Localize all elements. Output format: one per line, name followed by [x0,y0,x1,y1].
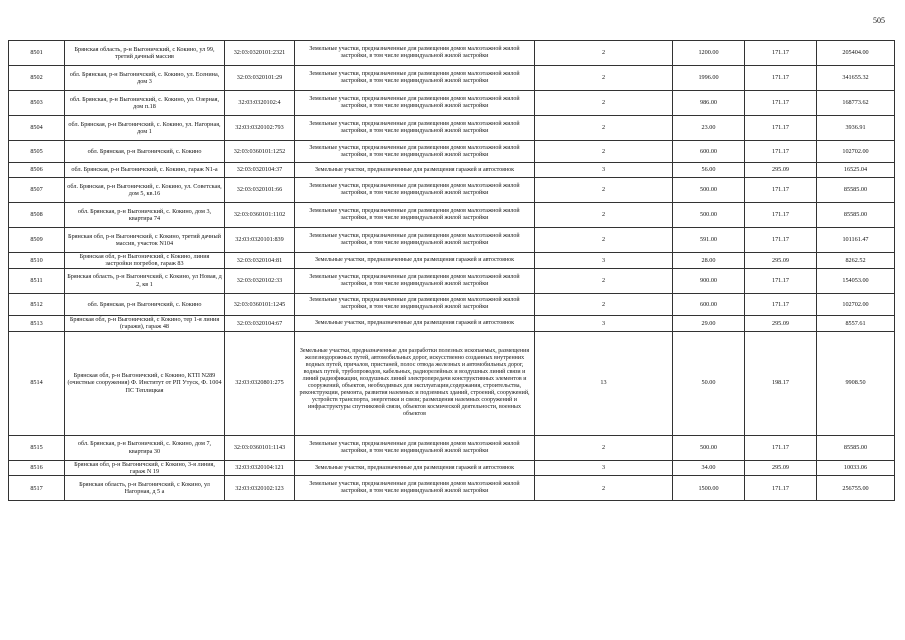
table-row [9,268,895,293]
table-row [9,253,895,269]
rate-cell: 171.17 [745,435,817,460]
cadastral-value-cell: 168773.62 [817,91,895,116]
land-use-cell: Земельные участки, предназначенные для размещения домов малоэтажной жилой застройки, в том числе индивидуальной жилой застройки [295,141,535,163]
cadastral-value-cell: 102702.00 [817,141,895,163]
rate-cell: 295.09 [745,253,817,269]
row-number: 8505 [9,141,65,163]
table-row [9,293,895,315]
land-use-cell: Земельные участки, предназначенные для размещения гаражей и автостоянок [295,163,535,178]
address-cell: обл. Брянская, р-н Выгоничский, с. Кокино, ул. Озерная, дом п.18 [65,91,225,116]
address-cell: обл. Брянская, р-н Выгоничский, с. Кокино [65,293,225,315]
land-use-cell: Земельные участки, предназначенные для размещения домов малоэтажной жилой застройки, в том числе индивидуальной жилой застройки [295,41,535,66]
table-row [9,91,895,116]
rate-cell: 171.17 [745,293,817,315]
table-row [9,476,895,501]
group-cell: 2 [535,476,673,501]
row-number: 8508 [9,203,65,228]
cadastral-number-cell: 32:03:0320102:793 [225,116,295,141]
cadastral-number-cell: 32:03:0360101:1102 [225,203,295,228]
cadastral-value-cell: 154053.00 [817,268,895,293]
rate-cell: 171.17 [745,178,817,203]
table-row [9,203,895,228]
cadastral-number-cell: 32:03:0320102:123 [225,476,295,501]
table-row [9,178,895,203]
cadastral-number-cell: 32:03:0320101:839 [225,228,295,253]
cadastral-number-cell: 32:03:0320101:66 [225,178,295,203]
address-cell: Брянская обл, р-н Выгоничский, с Кокино, 3-я линия, гараж N 19 [65,460,225,476]
land-use-cell: Земельные участки, предназначенные для размещения домов малоэтажной жилой застройки, в том числе индивидуальной жилой застройки [295,268,535,293]
group-cell: 13 [535,331,673,435]
area-cell: 600.00 [673,141,745,163]
area-cell: 986.00 [673,91,745,116]
address-cell: обл. Брянская, р-н Выгоничский, с. Кокино, ул. Есенина, дом 3 [65,66,225,91]
cadastral-number-cell: 32:03:0320101:29 [225,66,295,91]
row-number: 8503 [9,91,65,116]
row-number: 8516 [9,460,65,476]
land-use-cell: Земельные участки, предназначенные для размещения домов малоэтажной жилой застройки, в том числе индивидуальной жилой застройки [295,203,535,228]
group-cell: 3 [535,163,673,178]
cadastral-value-cell: 9908.50 [817,331,895,435]
group-cell: 2 [535,141,673,163]
land-use-cell: Земельные участки, предназначенные для размещения домов малоэтажной жилой застройки, в том числе индивидуальной жилой застройки [295,178,535,203]
rate-cell: 171.17 [745,203,817,228]
cadastral-value-cell: 10033.06 [817,460,895,476]
address-cell: Брянская область, р-н Выгоничский, с Кокино, ул Новая, д 2, кв 1 [65,268,225,293]
group-cell: 2 [535,203,673,228]
group-cell: 2 [535,293,673,315]
cadastral-number-cell: 32:03:0320102:33 [225,268,295,293]
table-row [9,41,895,66]
land-use-cell: Земельные участки, предназначенные для размещения домов малоэтажной жилой застройки, в том числе индивидуальной жилой застройки [295,476,535,501]
group-cell: 2 [535,116,673,141]
rate-cell: 295.09 [745,315,817,331]
rate-cell: 171.17 [745,116,817,141]
area-cell: 1200.00 [673,41,745,66]
area-cell: 1996.00 [673,66,745,91]
address-cell: обл. Брянская, р-н Выгоничский, с. Кокино, ул. Советская, дом 5, кв.16 [65,178,225,203]
cadastral-number-cell: 32:03:0360101:1245 [225,293,295,315]
group-cell: 2 [535,268,673,293]
land-use-cell: Земельные участки, предназначенные для размещения домов малоэтажной жилой застройки, в том числе индивидуальной жилой застройки [295,228,535,253]
row-number: 8514 [9,331,65,435]
land-use-cell: Земельные участки, предназначенные для размещения гаражей и автостоянок [295,253,535,269]
table-row [9,141,895,163]
table-row [9,66,895,91]
address-cell: обл. Брянская, р-н Выгоничский, с. Кокино, дом 7, квартира 30 [65,435,225,460]
address-cell: обл. Брянская, р-н Выгоничский, с. Кокино, гараж N1-а [65,163,225,178]
cadastral-number-cell: 32:03:0320801:275 [225,331,295,435]
rate-cell: 171.17 [745,91,817,116]
table-row [9,163,895,178]
group-cell: 3 [535,315,673,331]
row-number: 8509 [9,228,65,253]
table-row [9,116,895,141]
row-number: 8512 [9,293,65,315]
row-number: 8502 [9,66,65,91]
cadastral-value-cell: 85585.00 [817,203,895,228]
group-cell: 2 [535,66,673,91]
rate-cell: 171.17 [745,41,817,66]
table-body [9,41,895,501]
land-use-cell: Земельные участки, предназначенные для размещения домов малоэтажной жилой застройки, в том числе индивидуальной жилой застройки [295,116,535,141]
cadastral-value-cell: 256755.00 [817,476,895,501]
rate-cell: 171.17 [745,268,817,293]
land-use-cell: Земельные участки, предназначенные для размещения домов малоэтажной жилой застройки, в том числе индивидуальной жилой застройки [295,435,535,460]
table-row [9,228,895,253]
area-cell: 34.00 [673,460,745,476]
row-number: 8515 [9,435,65,460]
area-cell: 50.00 [673,331,745,435]
area-cell: 56.00 [673,163,745,178]
row-number: 8510 [9,253,65,269]
table-row [9,460,895,476]
cadastral-value-cell: 341655.32 [817,66,895,91]
cadastral-number-cell: 32:03:0360101:1252 [225,141,295,163]
cadastral-value-cell: 85585.00 [817,435,895,460]
group-cell: 2 [535,435,673,460]
area-cell: 29.00 [673,315,745,331]
land-use-cell: Земельные участки, предназначенные для размещения гаражей и автостоянок [295,315,535,331]
rate-cell: 171.17 [745,476,817,501]
cadastral-value-cell: 101161.47 [817,228,895,253]
area-cell: 600.00 [673,293,745,315]
group-cell: 2 [535,228,673,253]
cadastral-value-cell: 8262.52 [817,253,895,269]
address-cell: Брянская обл, р-н Выгоничский, с Кокино, линия застройки погребов, гараж 83 [65,253,225,269]
group-cell: 2 [535,91,673,116]
area-cell: 500.00 [673,178,745,203]
cadastral-number-cell: 32:03:0320104:121 [225,460,295,476]
row-number: 8506 [9,163,65,178]
cadastral-number-cell: 32:03:0320101:2321 [225,41,295,66]
cadastral-value-cell: 102702.00 [817,293,895,315]
rate-cell: 295.09 [745,460,817,476]
group-cell: 3 [535,460,673,476]
group-cell: 3 [535,253,673,269]
page-number: 505 [873,16,885,25]
cadastral-number-cell: 32:03:0320104:81 [225,253,295,269]
row-number: 8513 [9,315,65,331]
rate-cell: 295.09 [745,163,817,178]
address-cell: обл. Брянская, р-н Выгоничский, с. Кокино, ул. Нагорная, дом 1 [65,116,225,141]
address-cell: Брянская обл, р-н Выгоничский, с Кокино, третий дачный массив, участок N104 [65,228,225,253]
cadastral-value-cell: 16525.04 [817,163,895,178]
area-cell: 591.00 [673,228,745,253]
row-number: 8507 [9,178,65,203]
address-cell: Брянская обл, р-н Выгоничский, с Кокино, КТП N289 (очистные сооружения) Ф. Институт от РП Утуск, Ф. 1004 ПС Теплицкая [65,331,225,435]
row-number: 8517 [9,476,65,501]
land-use-cell: Земельные участки, предназначенные для размещения домов малоэтажной жилой застройки, в том числе индивидуальной жилой застройки [295,91,535,116]
land-use-cell: Земельные участки, предназначенные для размещения домов малоэтажной жилой застройки, в том числе индивидуальной жилой застройки [295,293,535,315]
cadastral-value-cell: 205404.00 [817,41,895,66]
table-row [9,315,895,331]
group-cell: 2 [535,178,673,203]
land-use-cell: Земельные участки, предназначенные для разработки полезных ископаемых, размещения железнодорожных путей, автомобильных дорог, искусственно созданных внутренних водных путей, причалов, пристаней, полос отвода железных и автомобильных дорог, водных путей, трубопроводов, кабельных, радиорелейных и воздушных линий связи и линий радиофикации, воздушных линий электропередачи конструктивных элементов и сооружений, объектов, необходимых для эксплуатации,содержания, строительства, реконструкции, ремонта, развития наземных и подземных зданий, строений, сооружений, устройств транспорта, энергетики и связи; размещения наземных сооружений и инфраструктуры спутниковой связи, объектов космической деятельности, военных объектов [295,331,535,435]
row-number: 8504 [9,116,65,141]
rate-cell: 198.17 [745,331,817,435]
table-row [9,435,895,460]
cadastral-number-cell: 32:03:0320104:37 [225,163,295,178]
rate-cell: 171.17 [745,66,817,91]
row-number: 8511 [9,268,65,293]
land-registry-table [8,40,895,501]
table-row [9,331,895,435]
cadastral-number-cell: 32:03:0320104:67 [225,315,295,331]
area-cell: 500.00 [673,435,745,460]
row-number: 8501 [9,41,65,66]
rate-cell: 171.17 [745,228,817,253]
area-cell: 500.00 [673,203,745,228]
cadastral-number-cell: 32:03:0360101:1143 [225,435,295,460]
address-cell: обл. Брянская, р-н Выгоничский, с. Кокино, дом 3, квартира 74 [65,203,225,228]
area-cell: 900.00 [673,268,745,293]
rate-cell: 171.17 [745,141,817,163]
land-use-cell: Земельные участки, предназначенные для размещения гаражей и автостоянок [295,460,535,476]
address-cell: Брянская область, р-н Выгоничский, с Кокино, ул 99, третий дачный массив [65,41,225,66]
area-cell: 23.00 [673,116,745,141]
group-cell: 2 [535,41,673,66]
cadastral-value-cell: 3936.91 [817,116,895,141]
area-cell: 28.00 [673,253,745,269]
cadastral-number-cell: 32:03:0320102:4 [225,91,295,116]
address-cell: обл. Брянская, р-н Выгоничский, с. Кокино [65,141,225,163]
cadastral-value-cell: 85585.00 [817,178,895,203]
area-cell: 1500.00 [673,476,745,501]
cadastral-value-cell: 8557.61 [817,315,895,331]
address-cell: Брянская обл, р-н Выгоничский, с Кокино, тер 1-я линия (гаражи), гараж 48 [65,315,225,331]
land-use-cell: Земельные участки, предназначенные для размещения домов малоэтажной жилой застройки, в том числе индивидуальной жилой застройки [295,66,535,91]
address-cell: Брянская область, р-н Выгоничский, с Кокино, ул Нагорная, д 5 а [65,476,225,501]
